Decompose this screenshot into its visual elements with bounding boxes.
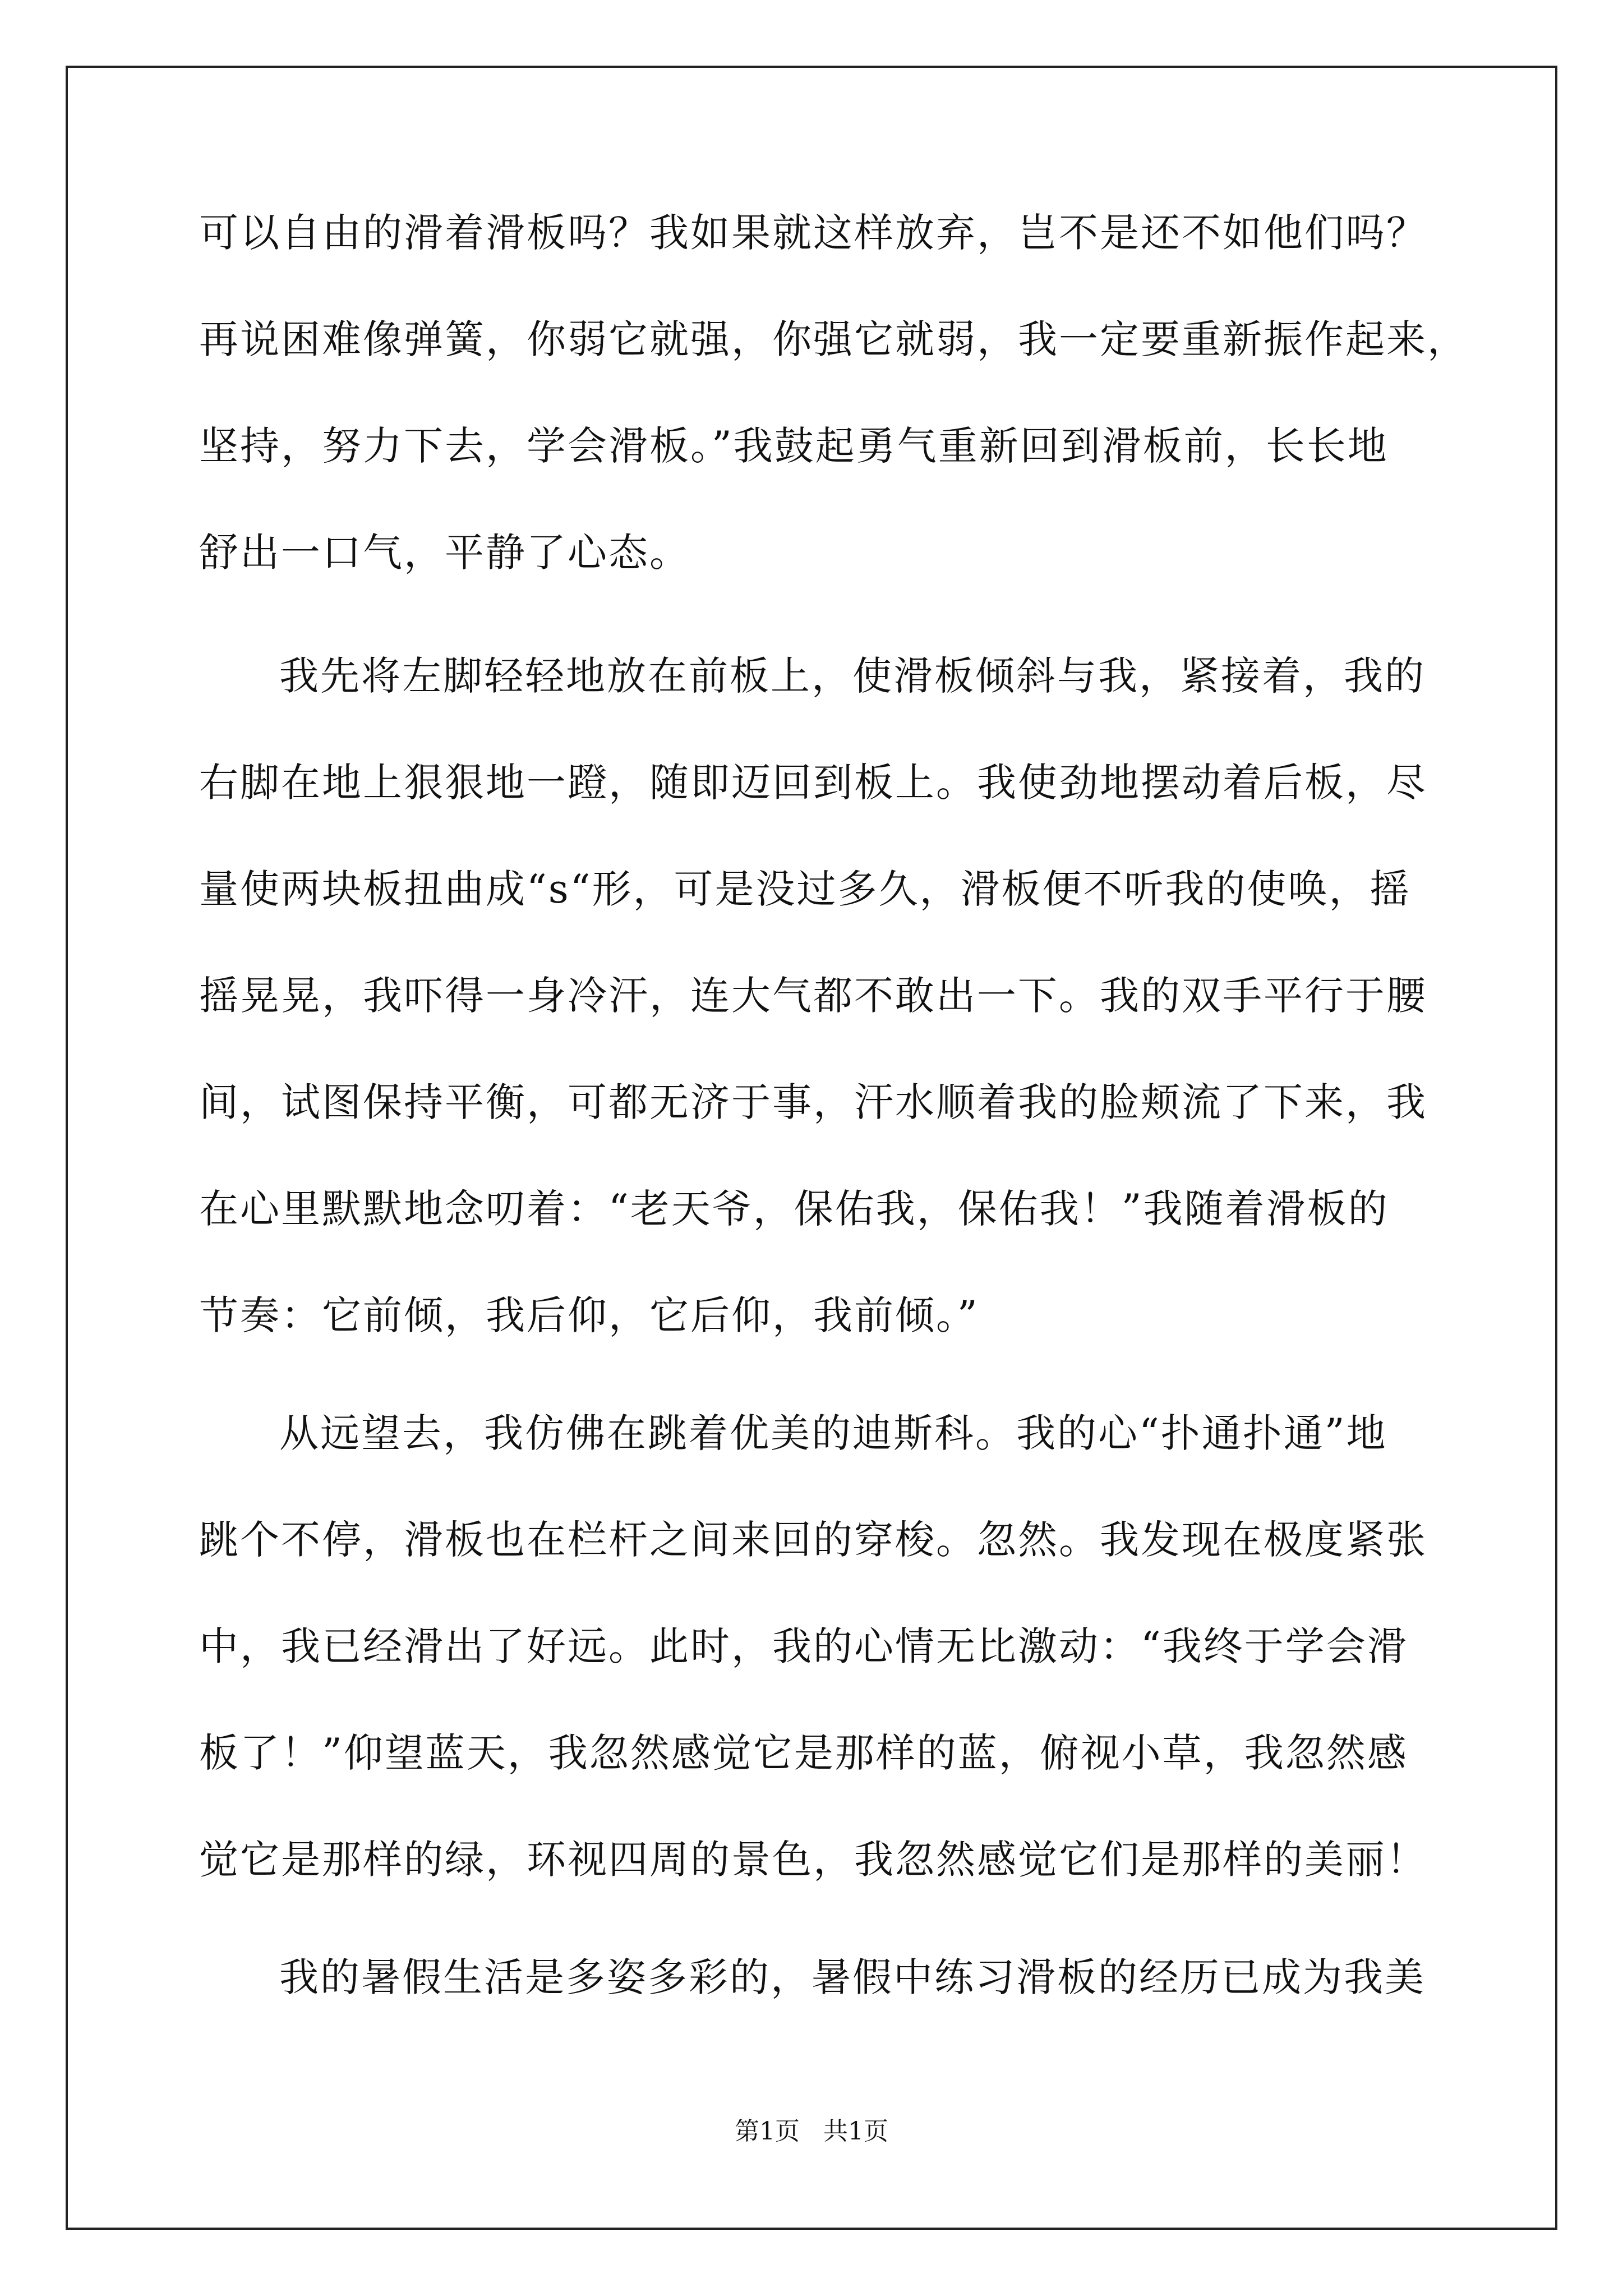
text-line: 节奏：它前倾，我后仰，它后仰，我前倾。”: [199, 1292, 979, 1338]
page-number: 第1页 共1页: [735, 2117, 888, 2146]
text-line: 板了！”仰望蓝天，我忽然感觉它是那样的蓝，俯视小草，我忽然感: [199, 1730, 1408, 1776]
text-line: 跳个不停，滑板也在栏杆之间来回的穿梭。忽然。我发现在极度紧张: [199, 1517, 1427, 1563]
text-line: 舒出一口气，平静了心态。: [199, 530, 690, 576]
paragraph-first-line: 从远望去，我仿佛在跳着优美的迪斯科。我的心“扑通扑通”地: [279, 1410, 1387, 1456]
paragraph-first-line: 我先将左脚轻轻地放在前板上，使滑板倾斜与我，紧接着，我的: [279, 653, 1426, 699]
text-line: 觉它是那样的绿，环视四周的景色，我忽然感觉它们是那样的美丽！: [199, 1837, 1427, 1883]
text-line: 量使两块板扭曲成“s“形，可是没过多久，滑板便不听我的使唤，摇: [199, 866, 1411, 912]
text-line: 摇晃晃，我吓得一身冷汗，连大气都不敢出一下。我的双手平行于腰: [199, 973, 1427, 1019]
text-line: 右脚在地上狠狠地一蹬，随即迈回到板上。我使劲地摆动着后板，尽: [199, 760, 1427, 806]
text-line: 在心里默默地念叨着：“老天爷，保佑我，保佑我！”我随着滑板的: [199, 1186, 1389, 1232]
text-line: 再说困难像弹簧，你弱它就强，你强它就弱，我一定要重新振作起来，: [199, 316, 1468, 362]
paragraph-first-line: 我的暑假生活是多姿多彩的，暑假中练习滑板的经历已成为我美: [279, 1954, 1426, 2000]
text-line: 坚持，努力下去，学会滑板。”我鼓起勇气重新回到滑板前，长长地: [199, 423, 1389, 469]
text-line: 间，试图保持平衡，可都无济于事，汗水顺着我的脸颊流了下来，我: [199, 1079, 1427, 1125]
page-border: [66, 66, 1557, 2230]
text-line: 可以自由的滑着滑板吗？我如果就这样放弃，岂不是还不如他们吗？: [199, 210, 1427, 256]
text-line: 中，我已经滑出了好远。此时，我的心情无比激动：“我终于学会滑: [199, 1623, 1408, 1669]
